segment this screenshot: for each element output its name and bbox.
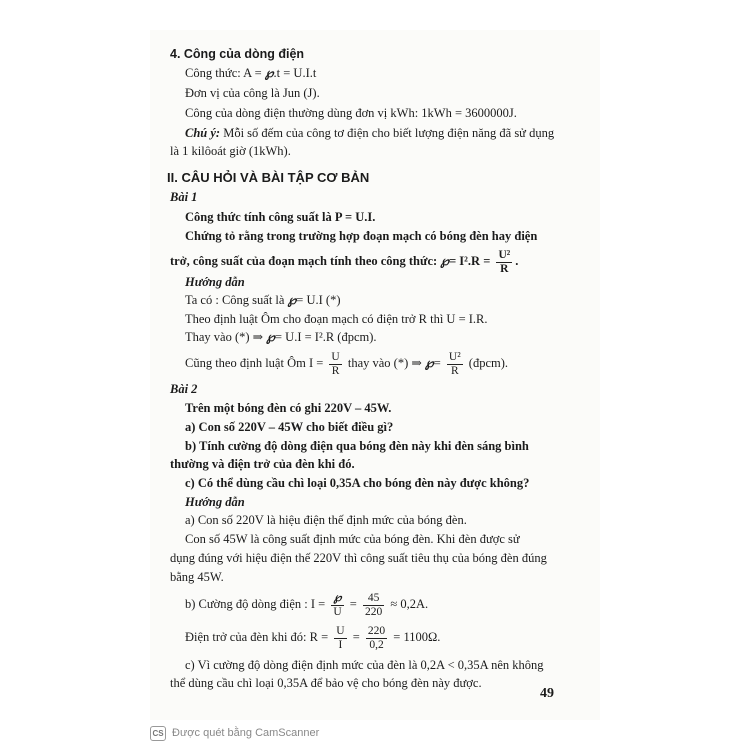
section-4-heading: 4. Công của dòng điện bbox=[170, 47, 305, 61]
work-formula-line: Công thức: A = ℘.t = U.I.t bbox=[185, 66, 317, 80]
bai2-question-1: Trên một bóng đèn có ghi 220V – 45W. bbox=[185, 401, 392, 415]
camscanner-logo-icon: CS bbox=[150, 726, 166, 741]
fraction-45-over-220: $\frac{45}{220}$ bbox=[364, 591, 383, 618]
camscanner-footer bbox=[150, 724, 319, 742]
kwh-line: Công của dòng điện thường dùng đơn vị kWh: 1kWh = 3600000J. bbox=[185, 106, 517, 120]
bai2-answer-a1: a) Con số 220V là hiệu điện thế định mức của bóng đèn. bbox=[185, 513, 467, 527]
page-number: 49 bbox=[540, 686, 554, 701]
note-line: Chú ý: Mỗi số đếm của công tơ điện cho biết lượng điện năng đã sử dụng bbox=[185, 126, 555, 140]
bai1-guide-label: Hướng dẫn bbox=[185, 275, 245, 289]
work-unit-line: Đơn vị của công là Jun (J). bbox=[185, 86, 320, 100]
fraction-u-over-r: $\frac{U}{R}$ bbox=[331, 350, 340, 377]
bai2-answer-a2: Con số 45W là công suất định mức của bóng đèn. Khi đèn được sử bbox=[185, 532, 520, 546]
bai2-answer-r: Điện trở của đèn khi đó: R = $\frac{U}{I}$ = $\frac{220}{0,2}$ = 1100Ω. bbox=[185, 624, 441, 651]
bai1-guide-2: Theo định luật Ôm cho đoạn mạch có điện trở R thì U = I.R. bbox=[185, 312, 488, 326]
bai2-question-b-cont: thường và điện trở của đèn khi đó. bbox=[170, 457, 355, 471]
bai1-question-1: Công thức tính công suất là P = U.I. bbox=[185, 210, 376, 224]
bai2-answer-c2: thể dùng cầu chì loại 0,35A để bảo vệ cho bóng đèn này được. bbox=[170, 676, 482, 690]
bai1-question-3: trở, công suất của đoạn mạch tính theo công thức: ℘= I².R = $\frac{\text{U²}}{R}$ . bbox=[170, 248, 519, 275]
fraction-u2-over-r-2: $\frac{\text{U²}}{R}$ bbox=[448, 350, 461, 377]
fraction-u2-over-r: $\frac{\text{U²}}{R}$ bbox=[498, 248, 511, 275]
bai2-answer-b: b) Cường độ dòng điện : I = $\frac{℘}{U}$ = $\frac{45}{220}$ ≈ 0,2A. bbox=[185, 591, 429, 618]
fraction-220-over-02: $\frac{220}{0,2}$ bbox=[367, 624, 386, 651]
section-2-heading: II. CÂU HỎI VÀ BÀI TẬP CƠ BẢN bbox=[167, 170, 370, 185]
bai2-answer-c1: c) Vì cường độ dòng điện định mức của đèn là 0,2A < 0,35A nên không bbox=[185, 658, 544, 672]
note-line-cont: là 1 kilôoát giờ (1kWh). bbox=[170, 144, 291, 158]
bai1-guide-3: Thay vào (*) ⇒ ℘= U.I = I².R (đpcm). bbox=[185, 330, 377, 344]
bai1-guide-4: Cũng theo định luật Ôm I = $\frac{U}{R}$ thay vào (*) ⇒ ℘= $\frac{\text{U²}}{R}$ (đpcm). bbox=[185, 350, 509, 377]
bai2-answer-a4: bằng 45W. bbox=[170, 570, 224, 584]
fraction-p-over-u: $\frac{℘}{U}$ bbox=[333, 591, 342, 618]
camscanner-footer-text: Được quét bằng CamScanner bbox=[172, 727, 320, 739]
bai2-question-c: c) Có thể dùng cầu chì loại 0,35A cho bóng đèn này được không? bbox=[185, 476, 530, 490]
fraction-u-over-i: $\frac{U}{I}$ bbox=[336, 624, 345, 651]
bai2-guide-label: Hướng dẫn bbox=[185, 495, 245, 509]
bai2-answer-a3: dụng đúng với hiệu điện thế 220V thì công suất tiêu thụ của bóng đèn đúng bbox=[170, 551, 547, 565]
power-symbol: ℘ bbox=[264, 66, 274, 80]
bai1-title: Bài 1 bbox=[170, 190, 198, 204]
bai2-question-b: b) Tính cường độ dòng điện qua bóng đèn này khi đèn sáng bình bbox=[185, 439, 529, 453]
bai1-question-2: Chứng tỏ rằng trong trường hợp đoạn mạch có bóng đèn hay điện bbox=[185, 229, 538, 243]
bai2-title: Bài 2 bbox=[170, 382, 198, 396]
bai1-guide-1: Ta có : Công suất là ℘= U.I (*) bbox=[185, 293, 341, 307]
book-page bbox=[150, 30, 600, 720]
bai2-question-a: a) Con số 220V – 45W cho biết điều gì? bbox=[185, 420, 394, 434]
